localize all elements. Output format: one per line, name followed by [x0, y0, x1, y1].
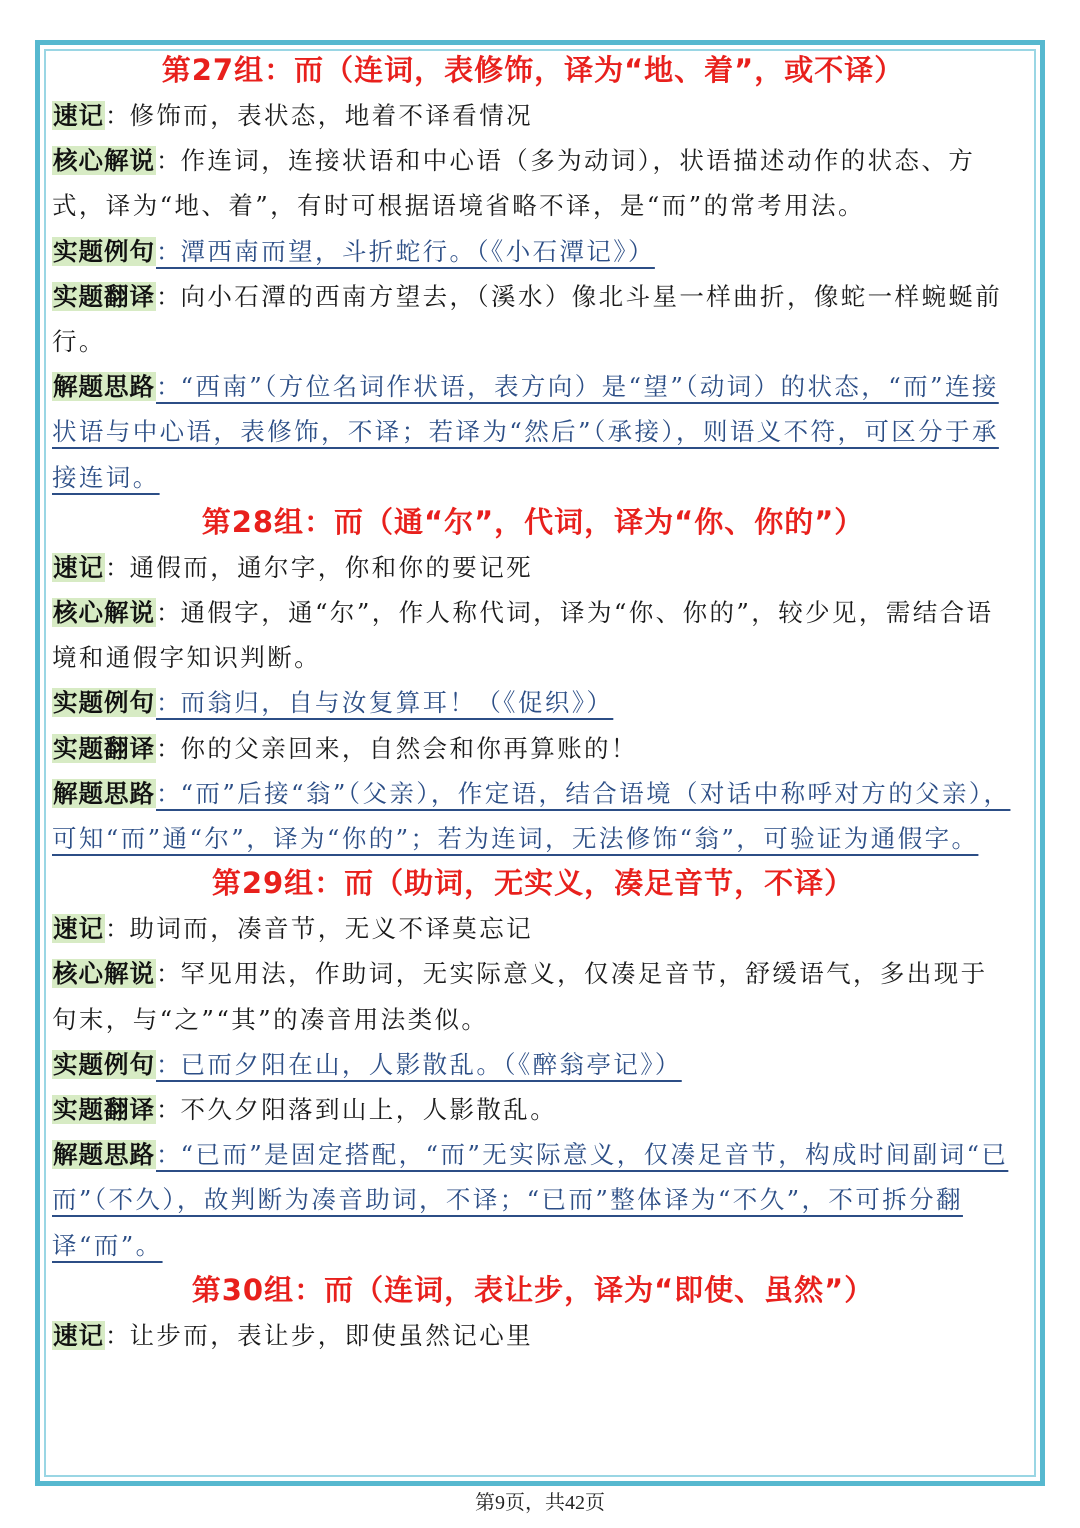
- row-core-explanation: 核心解说：通假字，通“尔”，作人称代词，译为“你、你的”，较少见，需结合语境和通假字知识判断。: [52, 598, 994, 673]
- mnemonic-text: 修饰而，表状态，地着不译看情况: [129, 101, 533, 130]
- row-translation: 实题翻译：不久夕阳落到山上，人影散乱。: [53, 1095, 558, 1125]
- label-mnemonic: 速记: [53, 552, 104, 582]
- row-mnemonic: 速记：让步而，表让步，即使虽然记心里: [53, 1320, 533, 1350]
- label-translation: 实题翻译: [53, 733, 155, 763]
- row-example: 实题例句：已而夕阳在山，人影散乱。（《醉翁亭记》）: [53, 1049, 682, 1079]
- label-mnemonic: 速记: [53, 914, 104, 944]
- row-translation: 实题翻译：你的父亲回来，自然会和你再算账的！: [53, 733, 638, 763]
- group-27: [52, 48, 1014, 500]
- label-translation: 实题翻译: [53, 281, 155, 311]
- translation-text: 不久夕阳落到山上，人影散乱。: [180, 1095, 558, 1125]
- mnemonic-text: 通假而，通尔字，你和你的要记死: [129, 552, 533, 582]
- solution-approach-text: “而”后接“翁”（父亲），作定语，结合语境（对话中称呼对方的父亲），可知“而”通“尔”，译为“你的”；若为连词，无法修饰“翁”，可验证为通假字。: [52, 778, 1011, 854]
- label-core-explanation: 核心解说: [53, 598, 155, 628]
- example-text: 已而夕阳在山，人影散乱。（《醉翁亭记》）: [180, 1049, 682, 1079]
- example-text: 而翁归，自与汝复算耳！（《促织》）: [180, 688, 614, 718]
- row-solution-approach: 解题思路：“已而”是固定搭配，“而”无实际意义，仅凑足音节，构成时间副词“已而”（不久），故判断为凑音助词，不译；“已而”整体译为“不久”，不可拆分翻译“而”。: [52, 1140, 1009, 1260]
- row-example: 实题例句：而翁归，自与汝复算耳！（《促织》）: [53, 688, 614, 718]
- page-number: 第9页，共42页: [475, 1492, 605, 1514]
- label-example: 实题例句: [53, 1049, 155, 1079]
- label-solution-approach: 解题思路: [53, 372, 155, 402]
- core-explanation-text: 通假字，通“尔”，作人称代词，译为“你、你的”，较少见，需结合语境和通假字知识判断。: [52, 598, 994, 673]
- core-explanation-text: 罕见用法，作助词，无实际意义，仅凑足音节，舒缓语气，多出现于句末，与“之”“其”的凑音用法类似。: [52, 959, 988, 1034]
- label-solution-approach: 解题思路: [53, 778, 155, 808]
- translation-text: 你的父亲回来，自然会和你再算账的！: [180, 733, 638, 763]
- group-30: [52, 1268, 1014, 1358]
- row-solution-approach: 解题思路：“而”后接“翁”（父亲），作定语，结合语境（对话中称呼对方的父亲），可知“而”通“尔”，译为“你的”；若为连词，无法修饰“翁”，可验证为通假字。: [52, 778, 1011, 854]
- group-title: 第28组：而（通“尔”，代词，译为“你、你的”）: [201, 504, 865, 539]
- solution-approach-text: “已而”是固定搭配，“而”无实际意义，仅凑足音节，构成时间副词“已而”（不久），故判断为凑音助词，不译；“已而”整体译为“不久”，不可拆分翻译“而”。: [52, 1140, 1009, 1260]
- mnemonic-text: 让步而，表让步，即使虽然记心里: [129, 1320, 533, 1350]
- group-28: [52, 500, 1014, 861]
- mnemonic-text: 助词而，凑音节，无义不译莫忘记: [129, 914, 533, 944]
- row-mnemonic: 速记：助词而，凑音节，无义不译莫忘记: [53, 914, 533, 944]
- group-title: 第29组：而（助词，无实义，凑足音节，不译）: [211, 866, 855, 901]
- label-translation: 实题翻译: [53, 1095, 155, 1125]
- label-core-explanation: 核心解说: [53, 959, 155, 989]
- example-text: 潭西南而望，斗折蛇行。（《小石潭记》）: [180, 236, 655, 266]
- label-example: 实题例句: [53, 688, 155, 718]
- label-mnemonic: 速记: [53, 101, 104, 130]
- group-title: 第30组：而（连词，表让步，译为“即使、虽然”）: [191, 1272, 875, 1307]
- label-core-explanation: 核心解说: [53, 146, 155, 176]
- solution-approach-text: “西南”（方位名词作状语，表方向）是“望”（动词）的状态，“而”连接状语与中心语，表修饰，不译；若译为“然后”（承接），则语义不符，可区分于承接连词。: [52, 372, 999, 492]
- row-core-explanation: 核心解说：罕见用法，作助词，无实际意义，仅凑足音节，舒缓语气，多出现于句末，与“之”“其”的凑音用法类似。: [52, 959, 988, 1034]
- row-core-explanation: 核心解说：作连词，连接状语和中心语（多为动词），状语描述动作的状态、方式，译为“地、着”，有时可根据语境省略不译，是“而”的常考用法。: [52, 146, 976, 221]
- group-29: [52, 861, 1014, 1268]
- label-example: 实题例句: [53, 236, 155, 266]
- row-translation: 实题翻译：向小石潭的西南方望去，（溪水）像北斗星一样曲折，像蛇一样蜿蜒前行。: [52, 281, 1003, 357]
- label-solution-approach: 解题思路: [53, 1140, 155, 1170]
- translation-text: 向小石潭的西南方望去，（溪水）像北斗星一样曲折，像蛇一样蜿蜒前行。: [52, 281, 1003, 357]
- page-content: [52, 48, 1014, 1358]
- core-explanation-text: 作连词，连接状语和中心语（多为动词），状语描述动作的状态、方式，译为“地、着”，有时可根据语境省略不译，是“而”的常考用法。: [52, 146, 976, 221]
- label-mnemonic: 速记: [53, 1320, 104, 1350]
- row-mnemonic: 速记：修饰而，表状态，地着不译看情况: [53, 101, 533, 130]
- row-mnemonic: 速记：通假而，通尔字，你和你的要记死: [53, 552, 533, 582]
- row-solution-approach: 解题思路：“西南”（方位名词作状语，表方向）是“望”（动词）的状态，“而”连接状语与中心语，表修饰，不译；若译为“然后”（承接），则语义不符，可区分于承接连词。: [52, 372, 999, 492]
- row-example: 实题例句：潭西南而望，斗折蛇行。（《小石潭记》）: [53, 236, 655, 266]
- group-title: 第27组：而（连词，表修饰，译为“地、着”，或不译）: [161, 53, 905, 87]
